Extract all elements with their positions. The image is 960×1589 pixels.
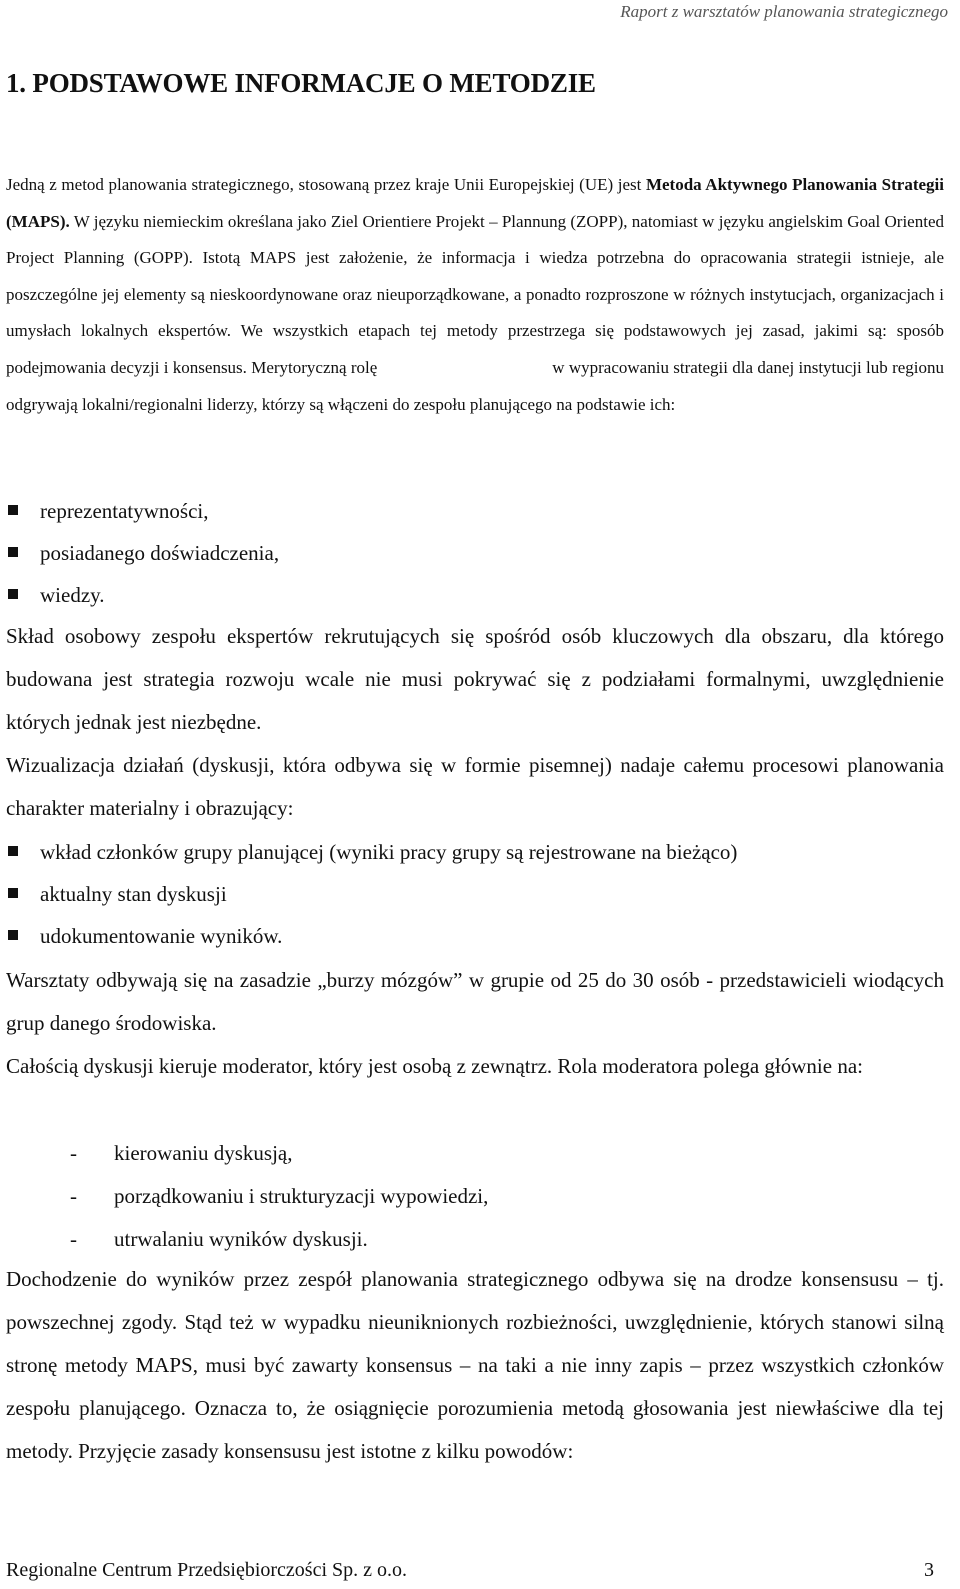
page-number: 3	[924, 1559, 934, 1581]
criteria-list	[6, 490, 279, 616]
consensus-paragraph: Dochodzenie do wyników przez zespół planowania strategicznego odbywa się na drodze konsensusu – tj. powszechnej zgody. Stąd też w wypadku nieuniknionych rozbieżności, uwzględnienie, których stanowi silną stronę metody MAPS, musi być zawarty konsensus – na taki a nie inny zapis – przez wszystkich członków zespołu planującego. Oznacza to, że osiągnięcie porozumienia metodą głosowania jest niewłaściwe dla tej metody. Przyjęcie zasady konsensusu jest istotne z kilku powodów:	[6, 1267, 944, 1463]
list-item: reprezentatywności,	[6, 490, 279, 532]
list-item: wiedzy.	[6, 574, 279, 616]
intro-text-2: W języku niemieckim określana jako Ziel Orientiere Projekt – Plannung (ZOPP), natomiast w języku angielskim Goal Oriented Project Planning (GOPP). Istotą MAPS jest założenie, że informacja i wiedza potrzebna do opracowania strategii istnieje, ale poszczególne jej elementy są nieskoordynowane oraz nieuporządkowane, a ponadto rozproszone w różnych instytucjach, organizacjach i umysłach lokalnych ekspertów. We wszystkich etapach tej metody przestrzega się podstawowych jej zasad, jakimi są: sposób podejmowania decyzji i konsensus. Merytoryczną rolę	[6, 211, 944, 377]
section-heading: 1. PODSTAWOWE INFORMACJE O METODZIE	[6, 68, 596, 98]
running-header: Raport z warsztatów planowania strategicznego	[620, 2, 948, 21]
list-item-text: porządkowaniu i strukturyzacji wypowiedzi,	[114, 1184, 489, 1208]
dash-marker: -	[70, 1184, 77, 1208]
list-item-text: kierowaniu dyskusją,	[114, 1141, 293, 1165]
list-item: wkład członków grupy planującej (wyniki pracy grupy są rejestrowane na bieżąco)	[6, 831, 737, 873]
visualisation-list	[6, 831, 737, 957]
intro-text-1: Jedną z metod planowania strategicznego, stosowaną przez kraje Unii Europejskiej (UE) jest	[6, 175, 646, 194]
team-paragraph: Skład osobowy zespołu ekspertów rekrutujących się spośród osób kluczowych dla obszaru, dla którego budowana jest strategia rozwoju wcale nie musi pokrywać się z podziałami formalnymi, uwzględnienie których jednak jest niezbędne.	[6, 624, 944, 734]
moderator-paragraph: Całością dyskusji kieruje moderator, który jest osobą z zewnątrz. Rola moderatora polega głównie na:	[6, 1054, 863, 1078]
list-item: posiadanego doświadczenia,	[6, 532, 279, 574]
list-item	[6, 1175, 488, 1218]
list-item-text: utrwalaniu wyników dyskusji.	[114, 1227, 368, 1251]
dash-marker: -	[70, 1227, 77, 1251]
list-item	[6, 1132, 488, 1175]
intro-text-3: w wypracowaniu strategii dla danej instytucji lub regionu odgrywają lokalni/regionalni liderzy, którzy są włączeni do zespołu planującego na podstawie ich:	[6, 357, 944, 414]
intro-paragraph	[6, 167, 944, 423]
footer-organisation: Regionalne Centrum Przedsiębiorczości Sp. z o.o.	[6, 1559, 408, 1581]
method-name: Metoda Aktywnego Planowania Strategii (MAPS).	[6, 175, 944, 231]
list-item: aktualny stan dyskusji	[6, 873, 737, 915]
workshops-paragraph: Warsztaty odbywają się na zasadzie „burzy mózgów” w grupie od 25 do 30 osób - przedstawicieli wiodących grup danego środowiska.	[6, 968, 944, 1035]
moderator-list	[6, 1132, 488, 1261]
visualisation-paragraph: Wizualizacja działań (dyskusji, która odbywa się w formie pisemnej) nadaje całemu procesowi planowania charakter materialny i obrazujący:	[6, 753, 944, 820]
list-item: udokumentowanie wyników.	[6, 915, 737, 957]
dash-marker: -	[70, 1141, 77, 1165]
list-item	[6, 1218, 488, 1261]
